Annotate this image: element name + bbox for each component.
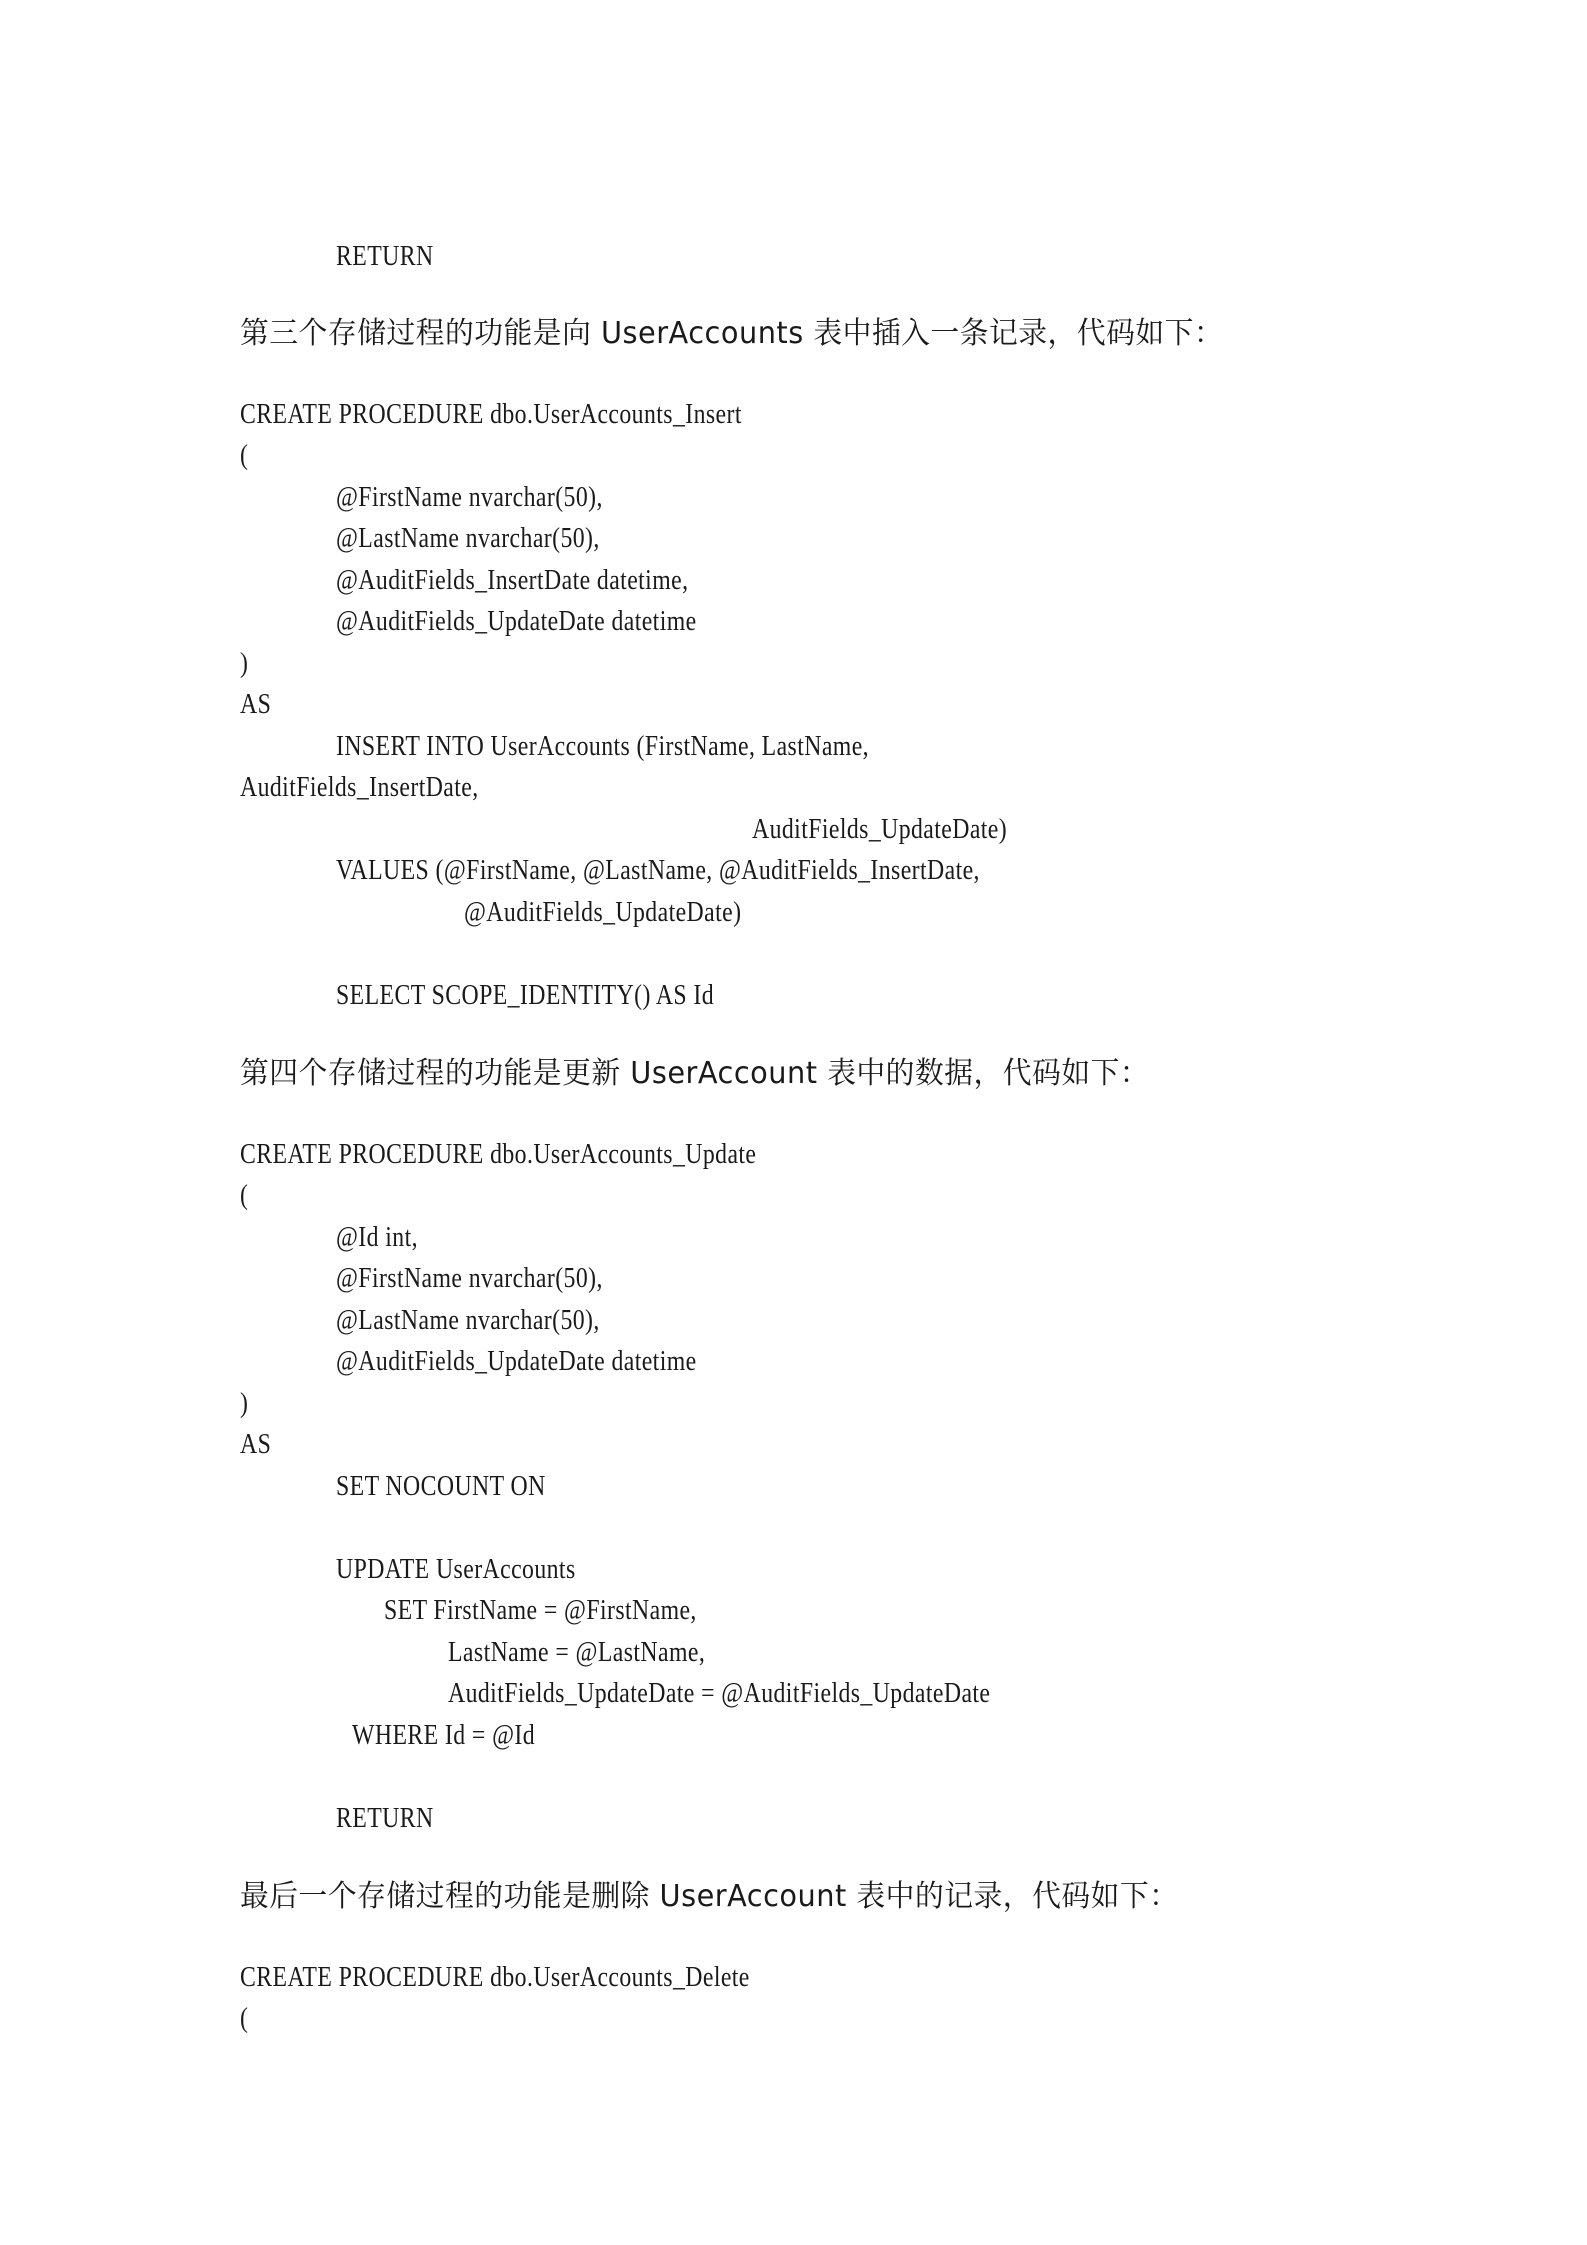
code-line: RETURN [336,1802,434,1834]
code-line: @FirstName nvarchar(50), [336,1262,603,1294]
code-line: AuditFields_InsertDate, [240,771,479,803]
code-line: @LastName nvarchar(50), [336,1304,600,1336]
code-line: @FirstName nvarchar(50), [336,481,603,513]
code-line: VALUES (@FirstName, @LastName, @AuditFields_InsertDate, [336,854,980,886]
code-line: WHERE Id = @Id [352,1719,536,1751]
code-line: INSERT INTO UserAccounts (FirstName, LastName, [336,730,870,762]
body-paragraph: 第四个存储过程的功能是更新 UserAccount 表中的数据，代码如下： [240,1056,1150,1091]
code-line: AuditFields_UpdateDate = @AuditFields_UpdateDate [448,1677,991,1709]
code-line: AuditFields_UpdateDate) [752,813,1008,845]
code-line: ) [240,647,249,679]
code-line: SET NOCOUNT ON [336,1470,546,1502]
code-line: RETURN [336,240,434,272]
code-line: ( [240,2002,249,2034]
code-line: SET FirstName = @FirstName, [384,1594,697,1626]
body-paragraph: 最后一个存储过程的功能是删除 UserAccount 表中的记录，代码如下： [240,1879,1179,1914]
code-line: @AuditFields_UpdateDate) [464,896,742,928]
code-line: CREATE PROCEDURE dbo.UserAccounts_Insert [240,398,742,430]
code-line: @Id int, [336,1221,418,1253]
code-line: ) [240,1387,249,1419]
body-paragraph: 第三个存储过程的功能是向 UserAccounts 表中插入一条记录，代码如下： [240,316,1224,351]
code-line: @LastName nvarchar(50), [336,522,600,554]
code-line: SELECT SCOPE_IDENTITY() AS Id [336,979,715,1011]
code-line: @AuditFields_UpdateDate datetime [336,605,697,637]
code-line: ( [240,439,249,471]
code-line: @AuditFields_InsertDate datetime, [336,564,689,596]
code-line: AS [240,1428,272,1460]
code-line: CREATE PROCEDURE dbo.UserAccounts_Delete [240,1961,750,1993]
code-line: UPDATE UserAccounts [336,1553,576,1585]
code-line: CREATE PROCEDURE dbo.UserAccounts_Update [240,1138,757,1170]
code-line: @AuditFields_UpdateDate datetime [336,1345,697,1377]
code-line: LastName = @LastName, [448,1636,706,1668]
code-line: ( [240,1179,249,1211]
code-line: AS [240,688,272,720]
